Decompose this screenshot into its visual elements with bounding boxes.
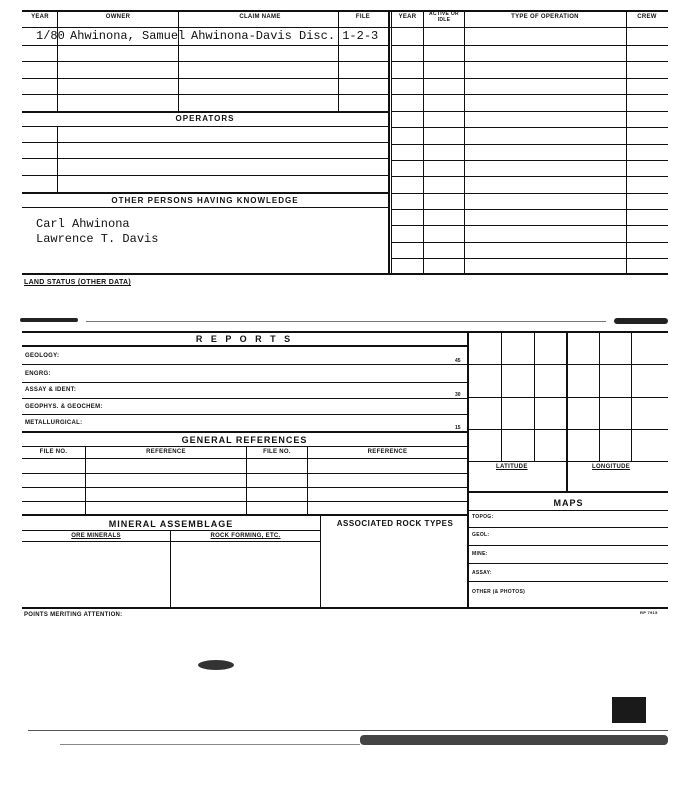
- scan-streak: [360, 735, 668, 745]
- report-geology-num: 45: [455, 358, 461, 364]
- gr-header-file-no: FILE NO.: [39, 449, 68, 455]
- report-metallurgical-num: 15: [455, 425, 461, 431]
- ore-minerals-header: ORE MINERALS: [71, 533, 121, 539]
- maps-geol: GEOL:: [472, 532, 490, 538]
- operators-title: OPERATORS: [175, 114, 235, 123]
- report-assay: ASSAY & IDENT:: [25, 387, 77, 393]
- maps-other: OTHER (& PHOTOS): [472, 589, 526, 595]
- header-owner: OWNER: [105, 14, 131, 20]
- header-year: YEAR: [31, 14, 49, 20]
- longitude-label: LONGITUDE: [592, 464, 631, 470]
- rock-forming-header: ROCK FORMING, ETC.: [210, 533, 281, 539]
- entry-owner: Ahwinona, Samuel: [70, 29, 186, 43]
- other-person-1: Carl Ahwinona: [36, 217, 130, 231]
- mineral-assemblage-title: MINERAL ASSEMBLAGE: [108, 519, 234, 529]
- report-engrg: ENGRG:: [25, 371, 51, 377]
- header-type-of-operation: TYPE OF OPERATION: [511, 14, 579, 20]
- form-number: RP 7915: [640, 610, 658, 615]
- scan-mark-left: [20, 318, 78, 322]
- report-geophys: GEOPHYS. & GEOCHEM:: [25, 404, 103, 410]
- scan-blot: [198, 660, 234, 670]
- entry-year: 1/80: [36, 29, 65, 43]
- other-person-2: Lawrence T. Davis: [36, 232, 159, 246]
- gr-header-file-no-2: FILE NO.: [263, 449, 291, 455]
- header-active-or-idle: ACTIVE OR IDLE: [429, 11, 459, 23]
- header-file: FILE: [355, 14, 371, 20]
- report-metallurgical: METALLURGICAL:: [25, 420, 83, 426]
- other-persons-title: OTHER PERSONS HAVING KNOWLEDGE: [111, 196, 299, 205]
- maps-topog: TOPOG:: [472, 514, 494, 520]
- scan-block: [612, 697, 646, 723]
- report-geology: GEOLOGY:: [25, 353, 60, 359]
- gr-header-reference: REFERENCE: [146, 449, 186, 455]
- report-assay-num: 30: [455, 392, 461, 398]
- maps-mine: MINE:: [472, 551, 488, 557]
- header-crew: CREW: [637, 14, 657, 20]
- general-references-title: GENERAL REFERENCES: [181, 435, 308, 445]
- header-claim-name: CLAIM NAME: [239, 14, 281, 20]
- maps-title: MAPS: [553, 498, 584, 508]
- land-status-label: LAND STATUS (OTHER DATA): [24, 279, 132, 286]
- entry-claim-name: Ahwinona-Davis Disc. 1-2-3: [191, 29, 379, 43]
- maps-assay: ASSAY:: [472, 570, 492, 576]
- associated-rock-types: ASSOCIATED ROCK TYPES: [336, 519, 454, 528]
- scan-mark-right: [614, 318, 668, 324]
- gr-header-reference-2: REFERENCE: [367, 449, 408, 455]
- points-meriting-attention: POINTS MERITING ATTENTION:: [24, 612, 123, 618]
- latitude-label: LATITUDE: [496, 464, 528, 470]
- header-year-right: YEAR: [398, 14, 417, 20]
- reports-title: R E P O R T S: [195, 334, 294, 344]
